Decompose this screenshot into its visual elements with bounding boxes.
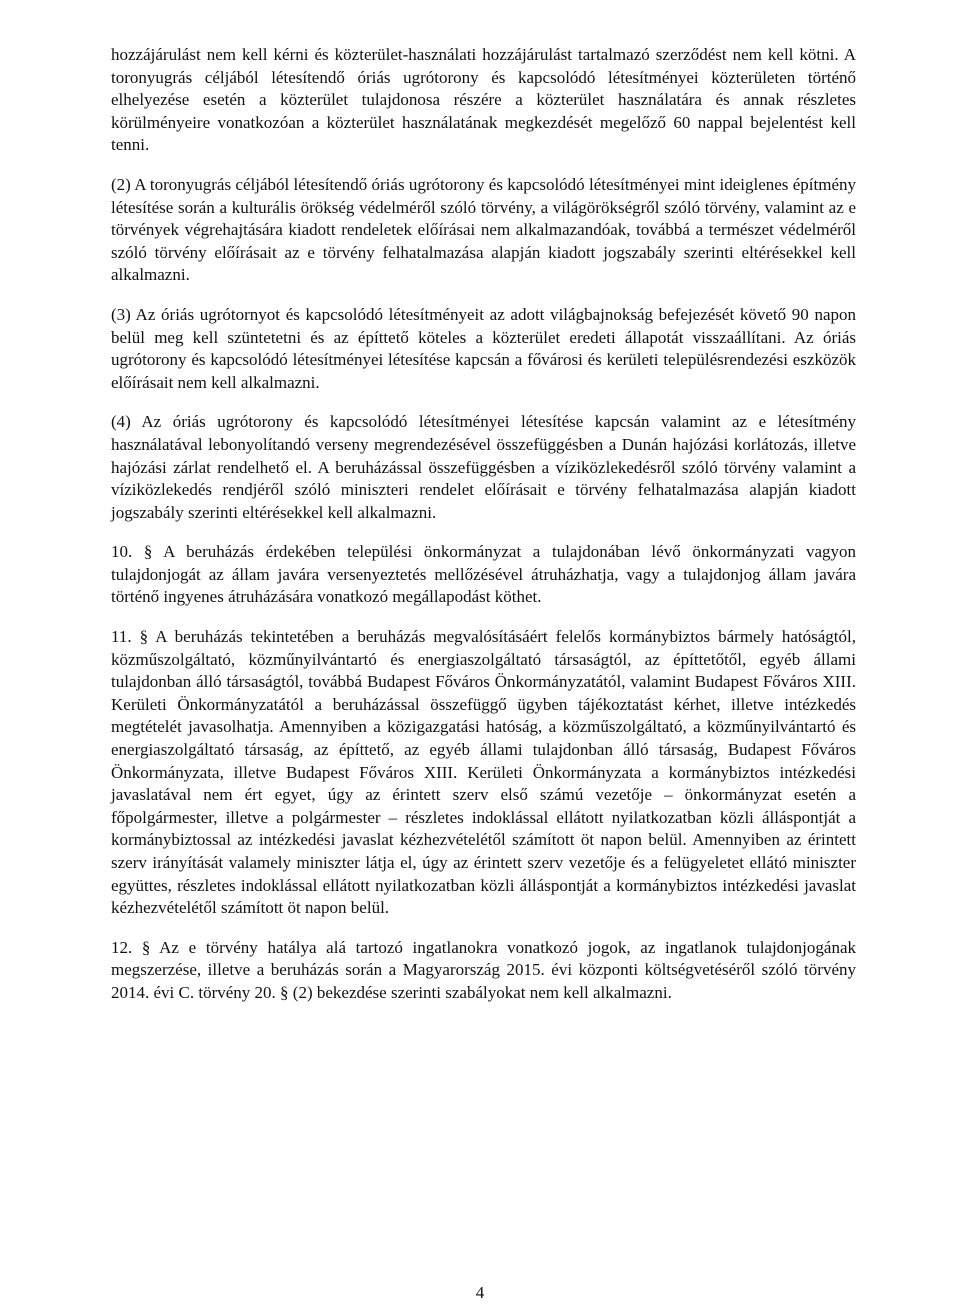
section-10: 10. § A beruházás érdekében települési önkormányzat a tulajdonában lévő önkormányzati vagyon tulajdonjogát az állam javára versenyeztetés mellőzésével átruházhatja, vagy a tulajdonjog állam javára történő ingyenes átruházására vonatkozó megállapodást köthet. [111,542,856,607]
paragraph-4: (4) Az óriás ugrótorony és kapcsolódó létesítményei létesítése kapcsán valamint az e létesítmény használatával lebonyolítandó verseny megrendezésével összefüggésben a Dunán hajózási korlátozás, illetve hajózási zárlat rendelhető el. A beruházással összefüggésben a víziközlekedésről szóló törvény valamint a víziközlekedés rendjéről szóló miniszteri rendelet előírásait e törvény felhatalmazása alapján kiadott jogszabály szerinti eltérésekkel kell alkalmazni. [111,412,856,522]
document-body [111,44,856,1005]
section-12: 12. § Az e törvény hatálya alá tartozó ingatlanokra vonatkozó jogok, az ingatlanok tulajdonjogának megszerzése, illetve a beruházás során a Magyarország 2015. évi központi költségvetéséről szóló törvény 2014. évi C. törvény 20. § (2) bekezdése szerinti szabályokat nem kell alkalmazni. [111,937,856,1002]
section-11: 11. § A beruházás tekintetében a beruházás megvalósításáért felelős kormánybiztos bármely hatóságtól, közműszolgáltató, közműnyilvántartó és energiaszolgáltató társaságtól, az építtetőtől, egyéb állami tulajdonban álló társaságtól, továbbá Budapest Főváros Önkormányzatától, valamint Budapest Főváros XIII. Kerületi Önkormányzatától a beruházással összefüggő ügyben tájékoztatást kérhet, illetve intézkedés megtételét javasolhatja. Amennyiben a közigazgatási hatóság, a közműszolgáltató, a közműnyilvántartó és energiaszolgáltató társaság, az építtető, az egyéb állami tulajdonban álló társaság, Budapest Főváros Önkormányzata, illetve Budapest Főváros XIII. Kerületi Önkormányzata a kormánybiztos intézkedési javaslatával nem ért egyet, úgy az érintett szerv első számú vezetője – önkormányzat esetén a főpolgármester, illetve a polgármester – részletes indoklással ellátott nyilatkozatban közli álláspontját a kormánybiztossal az intézkedési javaslat kézhezvételétől számított öt napon belül. Amennyiben az érintett szerv irányítását valamely miniszter látja el, úgy az érintett szerv vezetője és a felügyeletet ellátó miniszter együttes, részletes indoklással ellátott nyilatkozatban közli álláspontját a kormánybiztos intézkedési javaslat kézhezvételétől számított öt napon belül. [111,627,856,918]
paragraph-2: (2) A toronyugrás céljából létesítendő óriás ugrótorony és kapcsolódó létesítményei mint ideiglenes építmény létesítése során a kulturális örökség védelméről szóló törvény, a világörökségről szóló törvény, valamint az e törvények végrehajtására kiadott rendeletek előírásai nem alkalmazandóak, továbbá a természet védelméről szóló törvény előírásait az e törvény felhatalmazása alapján kiadott jogszabály szerinti eltérésekkel kell alkalmazni. [111,174,856,285]
page-number: 4 [475,1283,485,1302]
paragraph-continuation: hozzájárulást nem kell kérni és közterület-használati hozzájárulást tartalmazó szerződést nem kell kötni. A toronyugrás céljából létesítendő óriás ugrótorony és kapcsolódó létesítményei közterületen történő elhelyezése esetén a közterület tulajdonosa részére a közterület használatára és annak részletes körülményeire vonatkozóan a közterület használatának megkezdését megelőző 60 nappal bejelentést kell tenni. [111,45,856,155]
paragraph-3: (3) Az óriás ugrótornyot és kapcsolódó létesítményeit az adott világbajnokság befejezését követő 90 napon belül meg kell szüntetetni és az építtető köteles a közterület eredeti állapotát visszaállítani. Az óriás ugrótorony és kapcsolódó létesítményei létesítése kapcsán a fővárosi és kerületi településrendezési eszközök előírásait nem kell alkalmazni. [111,304,856,392]
